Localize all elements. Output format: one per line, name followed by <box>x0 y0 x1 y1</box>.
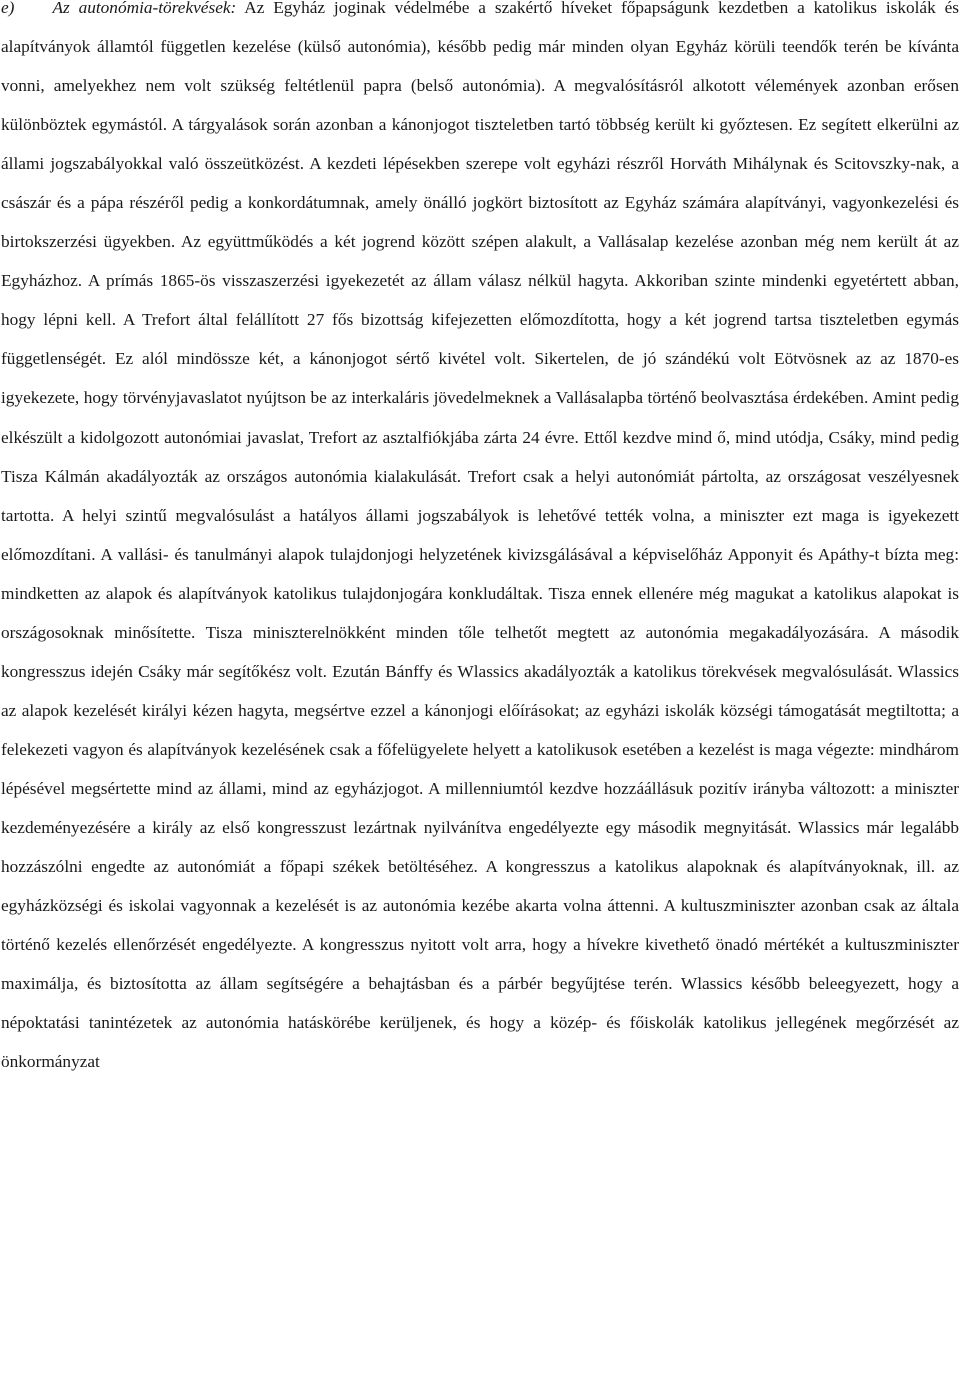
paragraph-body: Az Egyház joginak védelmébe a szakértő híveket főpapságunk kezdetben a katolikus iskolák és alapítványok államtól független kezelése (külső autonómia), később pedig már minden olyan Egyház körüli teendők terén be kívánta vonni, amelyekhez nem volt szükség feltétlenül papra (belső autonómia). A megvalósításról alkotott vélemények azonban erősen különböztek egymástól. A tárgyalások során azonban a kánonjogot tiszteletben tartó többség került ki győztesen. Ez segített elkerülni az állami jogszabályokkal való összeütközést. A kezdeti lépésekben szerepe volt egyházi részről Horváth Mihálynak és Scitovszky-nak, a császár és a pápa részéről pedig a konkordátumnak, amely önálló jogkört biztosított az Egyház számára alapítványi, vagyonkezelési és birtokszerzési ügyekben. Az együttműködés a két jogrend között szépen alakult, a Vallásalap kezelése azonban még nem került át az Egyházhoz. A prímás 1865-ös visszaszerzési igyekezetét az állam válasz nélkül hagyta. Akkoriban szinte mindenki egyetértett abban, hogy lépni kell. A Trefort által felállított 27 fős bizottság kifejezetten előmozdította, hogy a két jogrend tartsa tiszteletben egymás függetlenségét. Ez alól mindössze két, a kánonjogot sértő kivétel volt. Sikertelen, de jó szándékú volt Eötvösnek az az 1870-es igyekezete, hogy törvényjavaslatot nyújtson be az interkaláris jövedelmeknek a Vallásalapba történő beolvasztása érdekében. Amint pedig elkészült a kidolgozott autonómiai javaslat, Trefort az asztalfiókjába zárta 24 évre. Ettől kezdve mind ő, mind utódja, Csáky, mind pedig Tisza Kálmán akadályozták az országos autonómia kialakulását. Trefort csak a helyi autonómiát pártolta, az országosat veszélyesnek tartotta. A helyi szintű megvalósulást a hatályos állami jogszabályok is lehetővé tették volna, a miniszter ezt maga is igyekezett előmozdítani. A vallási- és tanulmányi alapok tulajdonjogi helyzetének kivizsgálásával a képviselőház Apponyit és Apáthy-t bízta meg: mindketten az alapok és alapítványok katolikus tulajdonjogára konkludáltak. Tisza ennek ellenére még magukat a katolikus alapokat is országosoknak minősítette. Tisza miniszterelnökként minden tőle telhetőt megtett az autonómia megakadályozására. A második kongresszus idején Csáky már segítőkész volt. Ezután Bánffy és Wlassics akadályozták a katolikus törekvések megvalósulását. Wlassics az alapok kezelését királyi kézen hagyta, megsértve ezzel a kánonjogi előírásokat; az egyházi iskolák községi támogatását megtiltotta; a felekezeti vagyon és alapítványok kezelésének csak a főfelügyelete helyett a katolikusok esetében a kezelést is maga végezte: mindhárom lépésével megsértette mind az állami, mind az egyházjogot. A millenniumtól kezdve hozzáállásuk pozitív irányba változott: a miniszter kezdeményezésére a király az első kongresszust lezártnak nyilvánítva engedélyezte egy második megnyitását. Wlassics már legalább hozzászólni engedte az autonómiát a főpapi székek betöltéséhez. A kongresszus a katolikus alapoknak és alapítványoknak, ill. az egyházközségi és iskolai vagyonnak a kezelését is az autonómia kezébe akarta volna áttenni. A kultuszminiszter azonban csak az általa történő kezelés ellenőrzését engedélyezte. A kongresszus nyitott volt arra, hogy a hívekre kivethető önadó mértékét a kultuszminiszter maximálja, és biztosította az állam segítségére a behajtásban és a párbér begyűjtése terén. Wlassics később beleegyezett, hogy a népoktatási tanintézetek az autonómia hatáskörébe kerüljenek, és hogy a közép- és főiskolák katolikus jellegének megőrzését az önkormányzat <box>1 0 959 1072</box>
section-title: Az autonómia-törekvések: <box>52 0 237 17</box>
paragraph <box>1 0 959 1081</box>
section-label: e) <box>1 0 15 17</box>
